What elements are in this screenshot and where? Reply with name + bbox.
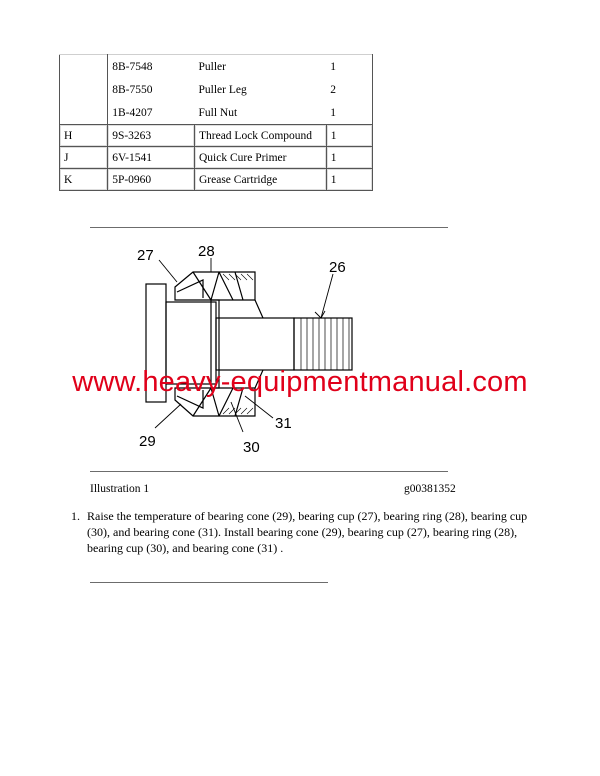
table-cell-qty: 1: [326, 169, 372, 191]
table-row: [60, 169, 373, 191]
table-cell-description: Grease Cartridge: [194, 169, 326, 191]
figure-caption-label: Illustration 1: [90, 483, 150, 495]
table-cell-part: 1B-4207: [112, 106, 153, 119]
table-row: [60, 101, 373, 125]
divider: [90, 471, 448, 472]
table-row: [60, 147, 373, 169]
table-cell-qty: 1: [326, 101, 372, 125]
table-cell-description: Puller: [194, 55, 326, 79]
table-row: [60, 125, 373, 147]
shaft: [216, 318, 294, 370]
parts-table: [59, 54, 373, 191]
table-cell-part: 5P-0960: [108, 169, 195, 191]
table-cell-part: 8B-7550: [112, 83, 153, 96]
divider: [90, 582, 328, 583]
table-cell-id: [60, 78, 108, 101]
callout-30: 30: [243, 439, 260, 456]
callout-29: 29: [139, 433, 156, 450]
table-cell-part: 8B-7548: [108, 55, 195, 79]
table-cell-id: J: [60, 147, 108, 169]
step-number: 1.: [71, 509, 80, 523]
table-cell-qty: 1: [326, 125, 372, 147]
table-cell-description: Full Nut: [198, 106, 238, 119]
procedure-step: [71, 508, 531, 556]
callout-26: 26: [329, 259, 346, 276]
divider: [90, 227, 448, 228]
table-cell-description: Puller Leg: [198, 83, 247, 96]
table-cell-id: K: [60, 169, 108, 191]
table-cell-part: 9S-3263: [108, 125, 195, 147]
figure-caption-id: g00381352: [404, 483, 456, 495]
table-row: [60, 55, 373, 79]
spline-teeth: [301, 318, 349, 370]
callout-31: 31: [275, 415, 292, 432]
callout-27: 27: [137, 247, 154, 264]
table-cell-id: [60, 55, 108, 79]
table-cell-qty: 1: [326, 55, 372, 79]
callout-28: 28: [198, 243, 215, 260]
table-cell-id: H: [60, 125, 108, 147]
table-cell-description: Quick Cure Primer: [194, 147, 326, 169]
table-cell-qty: 1: [326, 147, 372, 169]
table-cell-id: [60, 101, 108, 125]
bearing-assembly-illustration: [115, 232, 375, 462]
table-cell-description: Thread Lock Compound: [194, 125, 326, 147]
watermark: www.heavy-equipmentmanual.com: [72, 366, 528, 398]
table-row: [60, 78, 373, 101]
step-text: Raise the temperature of bearing cone (29), bearing cup (27), bearing ring (28), bearing cup (30), and bearing cone (31). Install bearing cone (29), bearing cup (27), bearing ring (28), bearing cup (30), and bearing cone (31) .: [87, 509, 528, 555]
table-cell-part: 6V-1541: [108, 147, 195, 169]
table-cell-qty: 2: [326, 78, 372, 101]
